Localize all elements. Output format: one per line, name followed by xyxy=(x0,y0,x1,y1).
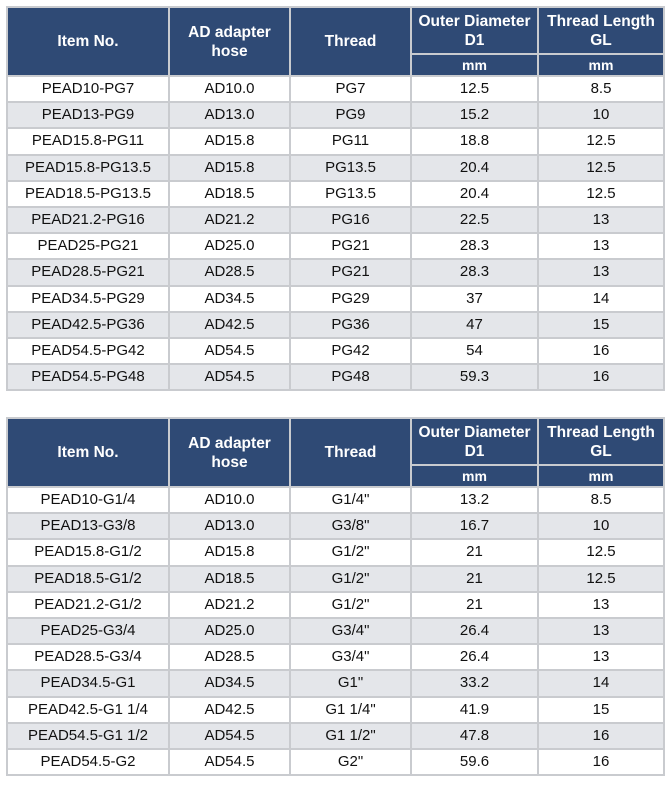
table-row xyxy=(8,182,663,206)
cell-thread: G1" xyxy=(291,671,410,695)
cell-thread-length: 13 xyxy=(539,208,663,232)
cell-thread-length: 8.5 xyxy=(539,488,663,512)
cell-thread: PG21 xyxy=(291,260,410,284)
cell-thread: G1/2" xyxy=(291,540,410,564)
table-row xyxy=(8,619,663,643)
cell-thread-length: 16 xyxy=(539,750,663,774)
table-row xyxy=(8,103,663,127)
cell-thread-length: 12.5 xyxy=(539,156,663,180)
cell-item-no: PEAD28.5-G3/4 xyxy=(8,645,168,669)
cell-thread-length: 16 xyxy=(539,339,663,363)
cell-ad-adapter-hose: AD15.8 xyxy=(170,540,289,564)
cell-ad-adapter-hose: AD25.0 xyxy=(170,234,289,258)
header-outer-diameter: Outer Diameter D1 xyxy=(412,419,537,464)
header-thread-length: Thread Length GL xyxy=(539,419,663,464)
table-row xyxy=(8,671,663,695)
table-row xyxy=(8,129,663,153)
cell-ad-adapter-hose: AD18.5 xyxy=(170,182,289,206)
cell-item-no: PEAD54.5-G2 xyxy=(8,750,168,774)
cell-ad-adapter-hose: AD13.0 xyxy=(170,514,289,538)
table-row xyxy=(8,365,663,389)
cell-thread: PG29 xyxy=(291,287,410,311)
cell-ad-adapter-hose: AD54.5 xyxy=(170,750,289,774)
cell-item-no: PEAD18.5-PG13.5 xyxy=(8,182,168,206)
cell-thread-length: 10 xyxy=(539,103,663,127)
cell-thread: G3/8" xyxy=(291,514,410,538)
table-row xyxy=(8,698,663,722)
header-ad-adapter-hose: AD adapter hose xyxy=(170,419,289,486)
header-unit-d1: mm xyxy=(412,55,537,75)
cell-thread: PG11 xyxy=(291,129,410,153)
cell-outer-diameter: 20.4 xyxy=(412,156,537,180)
table-row xyxy=(8,260,663,284)
header-item-no: Item No. xyxy=(8,8,168,75)
cell-thread-length: 13 xyxy=(539,593,663,617)
cell-outer-diameter: 37 xyxy=(412,287,537,311)
cell-outer-diameter: 21 xyxy=(412,593,537,617)
table-row xyxy=(8,77,663,101)
cell-ad-adapter-hose: AD28.5 xyxy=(170,260,289,284)
header-outer-diameter: Outer Diameter D1 xyxy=(412,8,537,53)
cell-thread: PG21 xyxy=(291,234,410,258)
cell-item-no: PEAD13-G3/8 xyxy=(8,514,168,538)
cell-ad-adapter-hose: AD18.5 xyxy=(170,567,289,591)
cell-item-no: PEAD13-PG9 xyxy=(8,103,168,127)
cell-ad-adapter-hose: AD15.8 xyxy=(170,156,289,180)
cell-item-no: PEAD21.2-PG16 xyxy=(8,208,168,232)
cell-thread: PG48 xyxy=(291,365,410,389)
cell-ad-adapter-hose: AD54.5 xyxy=(170,365,289,389)
cell-outer-diameter: 41.9 xyxy=(412,698,537,722)
cell-ad-adapter-hose: AD25.0 xyxy=(170,619,289,643)
cell-ad-adapter-hose: AD13.0 xyxy=(170,103,289,127)
cell-item-no: PEAD54.5-PG48 xyxy=(8,365,168,389)
cell-ad-adapter-hose: AD21.2 xyxy=(170,208,289,232)
cell-ad-adapter-hose: AD10.0 xyxy=(170,488,289,512)
cell-outer-diameter: 54 xyxy=(412,339,537,363)
cell-item-no: PEAD34.5-PG29 xyxy=(8,287,168,311)
cell-outer-diameter: 21 xyxy=(412,540,537,564)
cell-thread-length: 8.5 xyxy=(539,77,663,101)
cell-outer-diameter: 28.3 xyxy=(412,260,537,284)
cell-thread: G1/2" xyxy=(291,593,410,617)
table-row xyxy=(8,593,663,617)
table-row xyxy=(8,540,663,564)
cell-item-no: PEAD28.5-PG21 xyxy=(8,260,168,284)
cell-ad-adapter-hose: AD10.0 xyxy=(170,77,289,101)
cell-item-no: PEAD15.8-PG11 xyxy=(8,129,168,153)
header-thread: Thread xyxy=(291,8,410,75)
cell-outer-diameter: 26.4 xyxy=(412,619,537,643)
cell-outer-diameter: 15.2 xyxy=(412,103,537,127)
cell-outer-diameter: 26.4 xyxy=(412,645,537,669)
cell-thread: G1/4" xyxy=(291,488,410,512)
table-row xyxy=(8,488,663,512)
cell-item-no: PEAD25-PG21 xyxy=(8,234,168,258)
table-row xyxy=(8,156,663,180)
cell-thread-length: 13 xyxy=(539,619,663,643)
header-ad-adapter-hose: AD adapter hose xyxy=(170,8,289,75)
g-thread-table xyxy=(6,417,665,776)
cell-ad-adapter-hose: AD42.5 xyxy=(170,698,289,722)
cell-ad-adapter-hose: AD54.5 xyxy=(170,339,289,363)
cell-outer-diameter: 21 xyxy=(412,567,537,591)
cell-thread-length: 15 xyxy=(539,313,663,337)
table-row xyxy=(8,750,663,774)
cell-outer-diameter: 16.7 xyxy=(412,514,537,538)
cell-thread: PG7 xyxy=(291,77,410,101)
pg-thread-table xyxy=(6,6,665,391)
cell-thread-length: 16 xyxy=(539,724,663,748)
cell-outer-diameter: 22.5 xyxy=(412,208,537,232)
cell-thread-length: 12.5 xyxy=(539,182,663,206)
cell-item-no: PEAD42.5-G1 1/4 xyxy=(8,698,168,722)
cell-thread: G3/4" xyxy=(291,619,410,643)
cell-outer-diameter: 13.2 xyxy=(412,488,537,512)
table-row xyxy=(8,234,663,258)
cell-thread-length: 16 xyxy=(539,365,663,389)
cell-ad-adapter-hose: AD28.5 xyxy=(170,645,289,669)
header-unit-d1: mm xyxy=(412,466,537,486)
cell-thread: PG9 xyxy=(291,103,410,127)
cell-item-no: PEAD25-G3/4 xyxy=(8,619,168,643)
cell-thread-length: 14 xyxy=(539,287,663,311)
table-row xyxy=(8,287,663,311)
cell-thread-length: 13 xyxy=(539,234,663,258)
cell-thread-length: 10 xyxy=(539,514,663,538)
header-item-no: Item No. xyxy=(8,419,168,486)
cell-ad-adapter-hose: AD34.5 xyxy=(170,671,289,695)
cell-thread-length: 12.5 xyxy=(539,129,663,153)
cell-outer-diameter: 59.3 xyxy=(412,365,537,389)
cell-item-no: PEAD54.5-G1 1/2 xyxy=(8,724,168,748)
cell-thread-length: 12.5 xyxy=(539,567,663,591)
cell-outer-diameter: 12.5 xyxy=(412,77,537,101)
cell-thread: PG36 xyxy=(291,313,410,337)
table-row xyxy=(8,514,663,538)
cell-ad-adapter-hose: AD54.5 xyxy=(170,724,289,748)
table-row xyxy=(8,208,663,232)
cell-item-no: PEAD15.8-G1/2 xyxy=(8,540,168,564)
table-row xyxy=(8,313,663,337)
cell-thread: G1 1/4" xyxy=(291,698,410,722)
cell-thread: PG42 xyxy=(291,339,410,363)
cell-thread: PG16 xyxy=(291,208,410,232)
cell-thread: PG13.5 xyxy=(291,182,410,206)
cell-outer-diameter: 33.2 xyxy=(412,671,537,695)
cell-thread: G1/2" xyxy=(291,567,410,591)
header-thread-length: Thread Length GL xyxy=(539,8,663,53)
cell-item-no: PEAD54.5-PG42 xyxy=(8,339,168,363)
cell-item-no: PEAD42.5-PG36 xyxy=(8,313,168,337)
cell-thread-length: 15 xyxy=(539,698,663,722)
table-row xyxy=(8,567,663,591)
cell-item-no: PEAD10-PG7 xyxy=(8,77,168,101)
cell-item-no: PEAD10-G1/4 xyxy=(8,488,168,512)
cell-thread-length: 13 xyxy=(539,645,663,669)
cell-thread: G2" xyxy=(291,750,410,774)
cell-outer-diameter: 28.3 xyxy=(412,234,537,258)
cell-ad-adapter-hose: AD21.2 xyxy=(170,593,289,617)
cell-ad-adapter-hose: AD34.5 xyxy=(170,287,289,311)
cell-thread-length: 13 xyxy=(539,260,663,284)
cell-outer-diameter: 47 xyxy=(412,313,537,337)
header-unit-gl: mm xyxy=(539,466,663,486)
cell-item-no: PEAD18.5-G1/2 xyxy=(8,567,168,591)
header-thread: Thread xyxy=(291,419,410,486)
cell-thread-length: 12.5 xyxy=(539,540,663,564)
cell-thread: G3/4" xyxy=(291,645,410,669)
cell-thread-length: 14 xyxy=(539,671,663,695)
cell-item-no: PEAD21.2-G1/2 xyxy=(8,593,168,617)
header-unit-gl: mm xyxy=(539,55,663,75)
table-row xyxy=(8,645,663,669)
cell-thread: G1 1/2" xyxy=(291,724,410,748)
cell-outer-diameter: 20.4 xyxy=(412,182,537,206)
cell-ad-adapter-hose: AD42.5 xyxy=(170,313,289,337)
cell-item-no: PEAD15.8-PG13.5 xyxy=(8,156,168,180)
table-row xyxy=(8,339,663,363)
cell-outer-diameter: 47.8 xyxy=(412,724,537,748)
cell-ad-adapter-hose: AD15.8 xyxy=(170,129,289,153)
table-row xyxy=(8,724,663,748)
cell-thread: PG13.5 xyxy=(291,156,410,180)
cell-item-no: PEAD34.5-G1 xyxy=(8,671,168,695)
cell-outer-diameter: 18.8 xyxy=(412,129,537,153)
cell-outer-diameter: 59.6 xyxy=(412,750,537,774)
